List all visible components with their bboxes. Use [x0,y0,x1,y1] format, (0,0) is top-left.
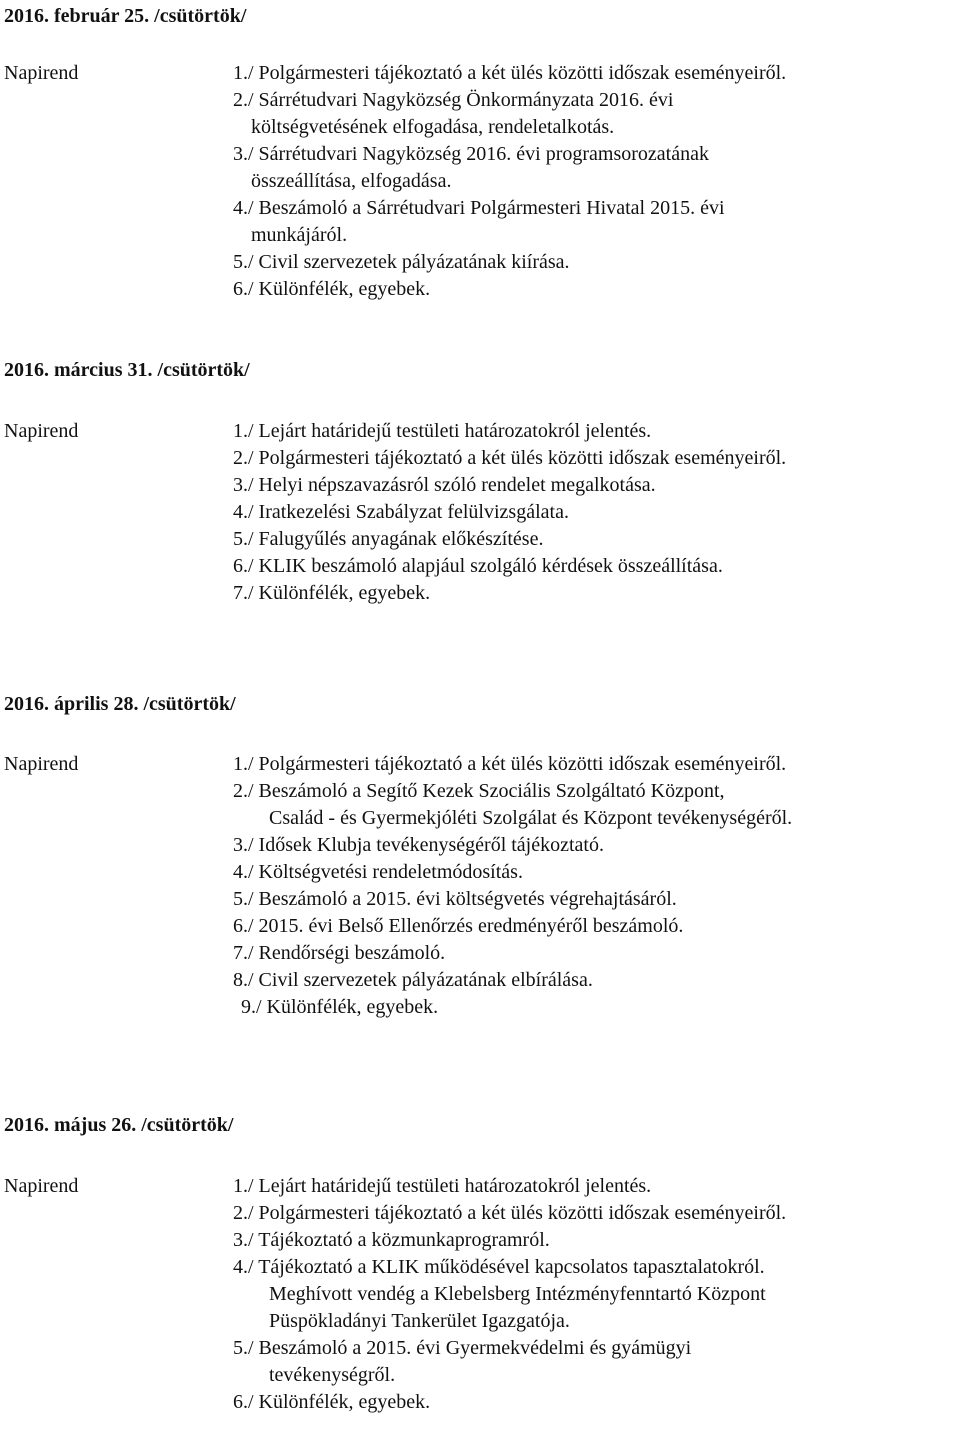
section-date: 2016. február 25. /csütörtök/ [4,5,247,27]
agenda-label: Napirend [4,1175,79,1197]
agenda-item: 1./ Polgármesteri tájékoztató a két ülés közötti időszak eseményeiről. [233,62,787,84]
agenda-item-continuation: munkájáról. [251,224,348,246]
agenda-item: 7./ Különfélék, egyebek. [233,582,431,604]
agenda-item: 4./ Iratkezelési Szabályzat felülvizsgálata. [233,501,569,523]
agenda-item: 6./ Különfélék, egyebek. [233,1391,431,1413]
agenda-item: 4./ Költségvetési rendeletmódosítás. [233,861,523,883]
agenda-item: 3./ Tájékoztató a közmunkaprogramról. [233,1229,550,1251]
agenda-item-continuation: Család - és Gyermekjóléti Szolgálat és Központ tevékenységéről. [269,807,793,829]
agenda-item: 9./ Különfélék, egyebek. [241,996,439,1018]
agenda-item: 1./ Lejárt határidejű testületi határozatokról jelentés. [233,1175,652,1197]
agenda-item: 8./ Civil szervezetek pályázatának elbírálása. [233,969,593,991]
agenda-item: 5./ Falugyűlés anyagának előkészítése. [233,528,544,550]
agenda-item: 4./ Beszámoló a Sárrétudvari Polgármesteri Hivatal 2015. évi [233,197,725,219]
agenda-item: 6./ Különfélék, egyebek. [233,278,431,300]
agenda-item-continuation: Meghívott vendég a Klebelsberg Intézményfenntartó Központ [269,1283,766,1305]
agenda-item: 2./ Beszámoló a Segítő Kezek Szociális Szolgáltató Központ, [233,780,725,802]
agenda-item: 6./ 2015. évi Belső Ellenőrzés eredményéről beszámoló. [233,915,684,937]
agenda-item-continuation: költségvetésének elfogadása, rendeletalkotás. [251,116,615,138]
agenda-item-continuation: tevékenységről. [269,1364,396,1386]
agenda-item: 5./ Civil szervezetek pályázatának kiírása. [233,251,570,273]
agenda-item: 2./ Sárrétudvari Nagyközség Önkormányzata 2016. évi [233,89,674,111]
agenda-item: 2./ Polgármesteri tájékoztató a két ülés közötti időszak eseményeiről. [233,1202,787,1224]
agenda-label: Napirend [4,62,79,84]
agenda-item: 5./ Beszámoló a 2015. évi költségvetés végrehajtásáról. [233,888,677,910]
agenda-item-continuation: összeállítása, elfogadása. [251,170,452,192]
agenda-list [233,1173,786,1416]
agenda-item: 4./ Tájékoztató a KLIK működésével kapcsolatos tapasztalatokról. [233,1256,765,1278]
agenda-item-continuation: Püspökladányi Tankerület Igazgatója. [269,1310,570,1332]
agenda-item: 3./ Sárrétudvari Nagyközség 2016. évi programsorozatának [233,143,709,165]
agenda-list [233,60,786,303]
agenda-list [233,418,786,607]
agenda-list [233,751,792,1021]
agenda-item: 3./ Idősek Klubja tevékenységéről tájékoztató. [233,834,604,856]
agenda-item: 7./ Rendőrségi beszámoló. [233,942,446,964]
section-date: 2016. május 26. /csütörtök/ [4,1114,234,1136]
agenda-label: Napirend [4,420,79,442]
agenda-label: Napirend [4,753,79,775]
section-date: 2016. április 28. /csütörtök/ [4,693,236,715]
agenda-item: 3./ Helyi népszavazásról szóló rendelet megalkotása. [233,474,656,496]
agenda-item: 1./ Lejárt határidejű testületi határozatokról jelentés. [233,420,652,442]
agenda-item: 6./ KLIK beszámoló alapjául szolgáló kérdések összeállítása. [233,555,723,577]
agenda-item: 2./ Polgármesteri tájékoztató a két ülés közötti időszak eseményeiről. [233,447,787,469]
section-date: 2016. március 31. /csütörtök/ [4,359,250,381]
agenda-item: 5./ Beszámoló a 2015. évi Gyermekvédelmi és gyámügyi [233,1337,692,1359]
agenda-item: 1./ Polgármesteri tájékoztató a két ülés közötti időszak eseményeiről. [233,753,787,775]
